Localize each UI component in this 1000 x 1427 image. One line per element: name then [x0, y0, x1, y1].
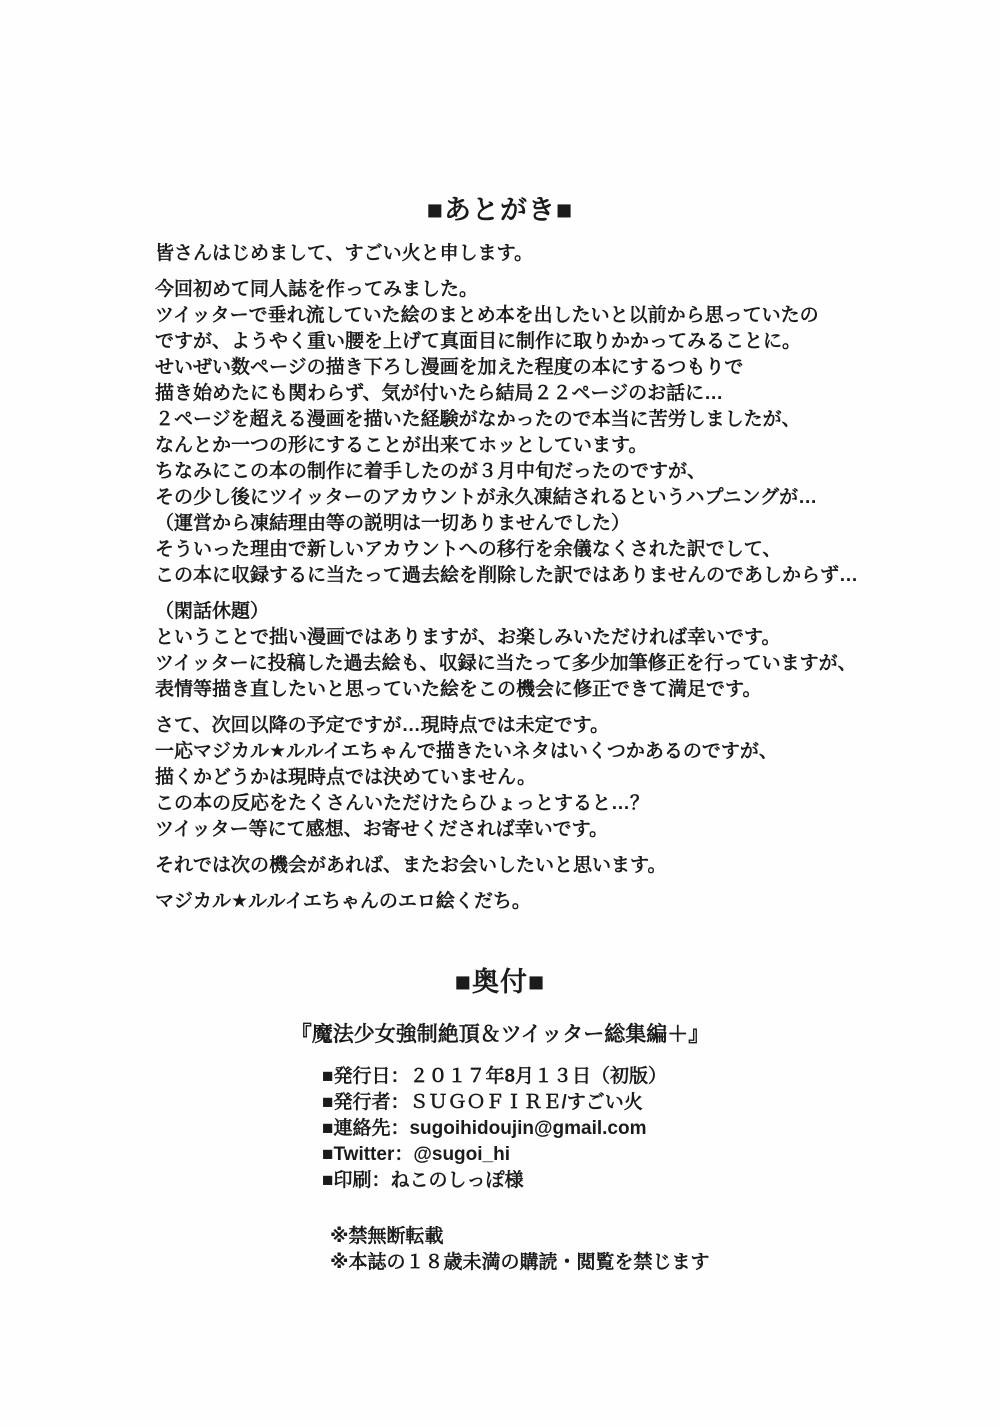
- text-line: なんとか一つの形にすることが出来てホッとしています。: [155, 435, 648, 456]
- text-line: その少し後にツイッターのアカウントが永久凍結されるというハプニングが…: [155, 487, 818, 508]
- notice-age-restriction: ※本誌の１８歳未満の購読・閲覧を禁じます: [330, 1252, 710, 1273]
- text-line: それでは次の機会があれば、またお会いしたいと思います。: [155, 855, 667, 876]
- text-line: ２ページを超える漫画を描いた経験がなかったので本当に苦労しましたが、: [155, 409, 801, 430]
- colophon-heading: ■奥付■: [454, 967, 546, 997]
- text-line: 表情等描き直したいと思っていた絵をこの機会に修正できて満足です。: [155, 679, 762, 700]
- text-line: 一応マジカル★ルルイエちゃんで描きたいネタはいくつかあるのですが、: [155, 741, 778, 762]
- text-line: そういった理由で新しいアカウントへの移行を余儀なくされた訳でして、: [155, 539, 782, 560]
- text-line: ちなみにこの本の制作に着手したのが３月中旬だったのですが、: [155, 461, 707, 482]
- colophon-entry-contact-email: ■連絡先：sugoihidoujin@gmail.com: [322, 1118, 647, 1139]
- colophon-entries: [322, 1064, 667, 1194]
- text-line: マジカル★ルルイエちゃんのエロ絵くだち。: [155, 891, 531, 912]
- text-line: さて、次回以降の予定ですが…現時点では未定です。: [155, 715, 610, 736]
- afterword-heading: ■あとがき■: [426, 195, 574, 225]
- colophon-entry-publisher: ■発行者：ＳＵＧＯＦＩＲＥ/すごい火: [322, 1092, 643, 1113]
- text-line: 今回初めて同人誌を作ってみました。: [155, 279, 479, 300]
- book-title: 『魔法少女強制絶頂＆ツイッター総集編＋』: [290, 1023, 710, 1046]
- text-line: 描くかどうかは現時点では決めていません。: [155, 767, 537, 788]
- text-line: 描き始めたにも関わらず、気が付いたら結局２２ページのお話に…: [155, 383, 724, 404]
- text-line: ツイッターで垂れ流していた絵のまとめ本を出したいと以前から思っていたの: [155, 305, 819, 326]
- afterword-paragraph-farewell: [155, 853, 945, 879]
- colophon-entry-printer: ■印刷：ねこのしっぽ様: [322, 1170, 524, 1191]
- text-line: この本に収録するに当たって過去絵を削除した訳ではありませんのであしからず…: [155, 565, 859, 586]
- text-line: せいぜい数ページの描き下ろし漫画を加えた程度の本にするつもりで: [155, 357, 744, 378]
- afterword-paragraph-closing: [155, 889, 945, 915]
- colophon-notices: [330, 1224, 709, 1276]
- text-line: この本の反応をたくさんいただけたらひょっとすると…？: [155, 793, 650, 814]
- afterword-body: [155, 241, 945, 925]
- text-line: （閑話休題）: [155, 601, 270, 622]
- text-line: ツイッター等にて感想、お寄せくだされば幸いです。: [155, 819, 609, 840]
- colophon-entry-publish-date: ■発行日：２０１７年8月１３日（初版）: [322, 1066, 668, 1087]
- text-line: （運営から凍結理由等の説明は一切ありませんでした）: [155, 513, 631, 534]
- text-line: ツイッターに投稿した過去絵も、収録に当たって多少加筆修正を行っていますが、: [155, 653, 857, 674]
- text-line: ですが、ようやく重い腰を上げて真面目に制作に取りかかってみることに。: [155, 331, 802, 352]
- text-line: ということで拙い漫画ではありますが、お楽しみいただければ幸いです。: [155, 627, 781, 648]
- text-line: 皆さんはじめまして、すごい火と申します。: [155, 243, 534, 264]
- colophon-entry-twitter-handle: ■Twitter：@sugoi_hi: [322, 1144, 510, 1165]
- afterword-paragraph-greeting: [155, 241, 945, 267]
- notice-no-reproduction: ※禁無断転載: [330, 1226, 444, 1247]
